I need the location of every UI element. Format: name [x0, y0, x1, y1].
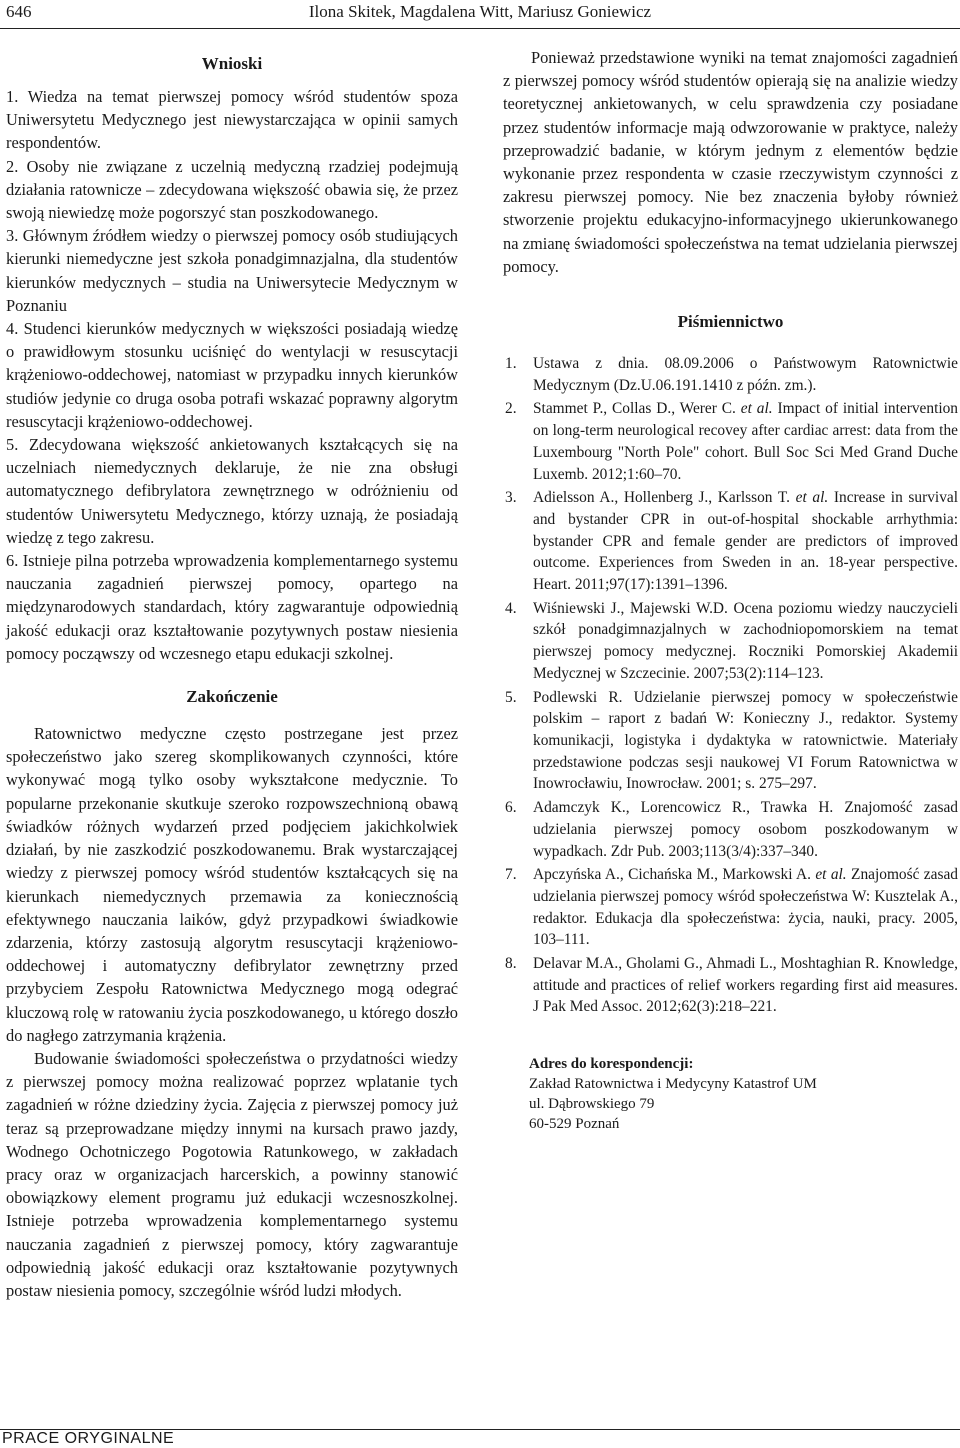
reference-number: 8. — [505, 955, 517, 973]
correspondence-line: ul. Dąbrowskiego 79 — [529, 1096, 655, 1113]
conclusion-text: Studenci kierunków medycznych w większości posiadają wiedzę o prawidłowym stosunku uciśnięć do wentylacji w resuscytacji krążeniowo-oddechowej, natomiast w przypadku innych kierunków studiów jedynie co druga osoba potrafi wskazać poprawny algorytm resuscytacji krążeniowo-oddechowej. — [6, 319, 458, 431]
reference-number: 2. — [505, 400, 517, 418]
footer-section-label: PRACE ORYGINALNE — [2, 1430, 175, 1447]
conclusion-item — [6, 317, 458, 433]
reference-number: 3. — [505, 489, 517, 507]
correspondence-line: 60-529 Poznań — [529, 1116, 620, 1133]
conclusion-number: 4. — [6, 319, 19, 339]
zakonczenie-paragraph-3: Ponieważ przedstawione wyniki na temat znajomości zagadnień z pierwszej pomocy wśród studentów opierają się na analizie wiedzy teoretycznej ankietowanych, w celu sprawdzenia czy posiadane przez studentów informacje mają odwzorowanie w praktyce, należy przeprowadzić badanie, w którym jednym z elementów będzie wykonanie przez respondenta w czasie rzeczywistym czynności z zakresu pierwszej pomocy. Nie bez znaczenia byłoby również stworzenie projektu edukacyjno-informacyjnego ukierunkowanego na zmianę świadomości społeczeństwa na temat udzielania pierwszej pomocy. — [503, 48, 958, 276]
reference-text: Ustawa z dnia. 08.09.2006 o Państwowym Ratownictwie Medycznym (Dz.U.06.191.1410 z późn. zm.). — [533, 355, 958, 394]
header-authors: Ilona Skitek, Magdalena Witt, Mariusz Goniewicz — [308, 2, 652, 21]
reference-number: 7. — [505, 866, 517, 884]
reference-item — [503, 353, 958, 396]
reference-text-tail: Increase in survival and bystander CPR in out-of-hospital shockable arrhythmia: bystander CPR and female gender are predictors of improved outcome. Experiences from Sweden in an. 18-year perspective. Heart. 2011;97(17):1391–1396. — [533, 489, 959, 594]
conclusion-text: Istnieje pilna potrzeba wprowadzenia komplementarnego systemu nauczania zagadnień pierwszej pomocy, opartego na międzynarodowych standardach, który zagwarantuje odpowiednią jakość edukacji oraz kształtowanie pozytywnych postaw niesienia pomocy począwszy od wczesnego etapu edukacji szkolnej. — [6, 551, 458, 663]
left-column — [6, 46, 458, 1302]
reference-number: 4. — [505, 599, 517, 617]
reference-text: Wiśniewski J., Majewski W.D. Ocena poziomu wiedzy nauczycieli szkół ponadgimnazjalnych w zachodniopomorskiem na temat pierwszej pomocy medycznej. Roczniki Pomorskiej Akademii Medycznej w Szczecinie. 2007;53(2):114–123. — [533, 599, 958, 682]
reference-text: Delavar M.A., Gholami G., Ahmadi L., Moshtaghian R. Knowledge, attitude and practices of relief workers regarding first aid measures. J Pak Med Assoc. 2012;62(3):218–221. — [533, 955, 958, 1016]
correspondence-title: Adres do korespondencji: — [529, 1056, 694, 1073]
conclusion-number: 1. — [6, 87, 19, 106]
reference-etal: et al. — [815, 866, 847, 884]
conclusions-list — [6, 85, 458, 665]
reference-text: Stammet P., Collas D., Werer C. — [533, 400, 741, 418]
conclusion-item — [6, 433, 458, 549]
reference-item — [503, 797, 958, 862]
reference-item — [503, 687, 958, 796]
reference-text-tail: Impact of initial intervention on long-term neurological recovey after cardiac arrest: data from the Luxembourg "North Pole" cohort. Bull Soc Sci Med Grand Duche Luxemb. 2012;1:60–70. — [533, 400, 959, 483]
reference-text-tail: Znajomość zasad udzielania pierwszej pomocy wśród społeczeństwa W: Kusztelak A., redaktor. Edukacja dla społeczeństwa: życia, nauki, pracy. 2005, 103–111. — [533, 866, 958, 949]
section-heading-wnioski: Wnioski — [201, 54, 263, 73]
conclusion-number: 2. — [6, 156, 19, 176]
reference-etal: et al. — [795, 489, 829, 507]
reference-number: 1. — [505, 355, 517, 373]
reference-text: Apczyńska A., Cichańska M., Markowski A. — [533, 866, 816, 884]
reference-item — [503, 864, 958, 951]
correspondence-line: Zakład Ratownictwa i Medycyny Katastrof UM — [529, 1076, 817, 1093]
conclusion-number: 6. — [6, 551, 19, 571]
conclusion-item — [6, 549, 458, 665]
zakonczenie-paragraph-2: Budowanie świadomości społeczeństwa o przydatności wiedzy z pierwszej pomocy można realizować poprzez wplatanie tych zagadnień w różne dziedziny życia. Zajęcia z pierwszej pomocy już teraz są przeprowadzane między innymi na kursach prawo jazdy, Wodnego Ochotniczego Pogotowia Ratunkowego, w zakładach pracy oraz w organizacjach harcerskich, a powinny stanowić obowiązkowy element programu już edukacji wczesnoszkolnej. Istnieje potrzeba wprowadzenia komplementarnego systemu nauczania zagadnień z pierwszej pomocy, który zagwarantuje odpowiednią jakość edukacji oraz kształtowanie pozytywnych postaw niesienia pomocy, szczególnie wśród ludzi młodych. — [6, 1048, 458, 1300]
conclusion-item — [6, 85, 458, 155]
right-column — [503, 46, 958, 1134]
conclusion-number: 3. — [6, 226, 19, 246]
reference-etal: et al. — [740, 400, 773, 418]
running-header — [0, 0, 960, 29]
conclusion-text: Osoby nie związane z uczelnią medyczną rzadziej podejmują działania ratownicze – zdecydowana większość obawia się, że przez swoją niewiedzę może pogorszyć stan poszkodowanego. — [6, 156, 458, 223]
reference-text: Adielsson A., Hollenberg J., Karlsson T. — [533, 489, 796, 507]
conclusion-item — [6, 155, 458, 225]
reference-item — [503, 398, 958, 485]
reference-number: 5. — [505, 688, 517, 706]
conclusion-text: Głównym źródłem wiedzy o pierwszej pomocy osób studiujących kierunki niemedyczne jest szkoła ponadgimnazjalna, dla studentów kierunków medycznych – studia na Uniwersytecie Medycznym w Poznaniu — [6, 226, 458, 315]
reference-text: Podlewski R. Udzielanie pierwszej pomocy w społeczeństwie polskim – raport z badań W: Konieczny J., redaktor. Systemy komunikacji, logistyka i dydaktyka w ratownictwie. Materiały przedstawione podczas sesji naukowej VI Forum Ratownictwa w Inowrocławiu, Inowrocław. 2001; s. 275–297. — [533, 688, 958, 793]
section-heading-pismiennictwo: Piśmiennictwo — [677, 312, 784, 332]
reference-item — [503, 598, 958, 685]
zakonczenie-paragraph-1: Ratownictwo medyczne często postrzegane jest przez społeczeństwo jako szereg skomplikowanych czynności, które wykonywać mogą tylko osoby wykształcone medycznie. To popularne przekonanie skutkuje szeroko rozpowszechnioną obawą świadków różnych wydarzeń przed podjęciem jakichkolwiek działań, by nie zaszkodzić poszkodowanemu. Brak wystarczającej wiedzy z pierwszej pomocy wśród studentów kształcących się na kierunkach niemedycznych przemawia za koniecznością efektywnego nauczania laików, gdyż przypadkowi świadkowie zdarzenia, którzy zastosują algorytm resuscytacji krążeniowo-oddechowej i automatyczny defibrylator zewnętrzny przed przybyciem Zespołu Ratownictwa Medycznego mogą odegrać kluczową rolę w ratowaniu życia poszkodowanego, u którego doszło do nagłego zatrzymania krążenia. — [6, 724, 458, 1045]
page-number: 646 — [6, 2, 32, 21]
conclusion-text: Zdecydowana większość ankietowanych kształcących się na uczelniach niemedycznych deklaruje, że nie zna obsługi automatycznego defibrylatora zewnętrznego w odróżnieniu od studentów Uniwersytetu Medycznego, którzy uznają, że posiadają wiedzę z tego zakresu. — [6, 435, 458, 547]
correspondence-address — [503, 1054, 958, 1134]
conclusion-number: 5. — [6, 435, 19, 455]
reference-item — [503, 487, 958, 596]
references-list — [503, 353, 958, 1018]
section-heading-zakonczenie: Zakończenie — [186, 687, 278, 707]
reference-number: 6. — [505, 799, 517, 817]
reference-item — [503, 953, 958, 1018]
conclusion-text: Wiedza na temat pierwszej pomocy wśród studentów spoza Uniwersytetu Medycznego jest niewystarczająca w opinii samych respondentów. — [6, 87, 458, 153]
reference-text: Adamczyk K., Lorencowicz R., Trawka H. Znajomość zasad udzielania pierwszej pomocy osobom poszkodowanym w wypadkach. Zdr Pub. 2003;113(3/4):337–340. — [533, 799, 958, 860]
conclusion-item — [6, 224, 458, 317]
